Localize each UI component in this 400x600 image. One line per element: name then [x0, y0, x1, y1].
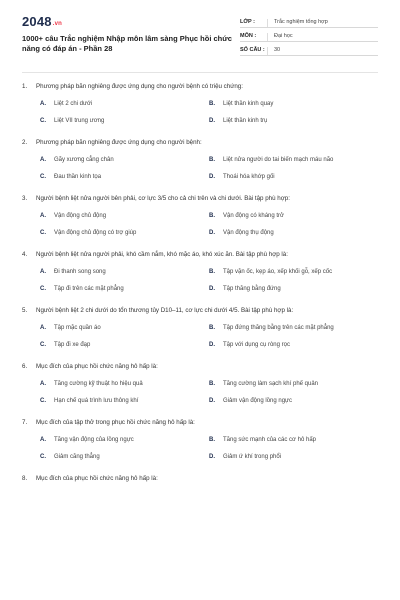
question-text [22, 418, 378, 427]
answer-options [22, 156, 378, 181]
answer-option[interactable] [209, 285, 378, 293]
site-logo[interactable] [22, 14, 232, 29]
question-item [22, 306, 378, 349]
answer-options [22, 324, 378, 349]
document-meta [240, 14, 378, 64]
question-stem: Mục đích của tập thở trong phục hồi chức năng hô hấp là: [36, 419, 195, 426]
question-text [22, 362, 378, 371]
answer-option[interactable] [209, 117, 378, 125]
meta-row-subject [240, 28, 378, 42]
brand-block [22, 14, 232, 64]
option-letter: C. [40, 454, 46, 460]
answer-option[interactable] [40, 173, 209, 181]
question-item [22, 250, 378, 293]
question-text [22, 474, 378, 483]
option-text: Liệt nửa người do tai biến mạch máu não [223, 157, 334, 163]
question-item [22, 82, 378, 125]
answer-option[interactable] [40, 380, 209, 388]
option-letter: B. [209, 157, 215, 163]
option-text: Đi thanh song song [54, 269, 106, 275]
option-letter: C. [40, 230, 46, 236]
answer-option[interactable] [209, 268, 378, 276]
option-letter: A. [40, 381, 46, 387]
option-letter: B. [209, 213, 215, 219]
option-letter: B. [209, 381, 215, 387]
question-item [22, 138, 378, 181]
option-letter: A. [40, 157, 46, 163]
option-letter: B. [209, 269, 215, 275]
answer-option[interactable] [40, 453, 209, 461]
option-letter: D. [209, 286, 215, 292]
option-text: Liệt thần kinh trụ [223, 118, 268, 124]
answer-option[interactable] [40, 156, 209, 164]
question-text [22, 138, 378, 147]
question-stem: Phương pháp băn nghiêng được ứng dụng cho người bệnh: [36, 139, 202, 146]
answer-options [22, 380, 378, 405]
question-item [22, 194, 378, 237]
question-text [22, 250, 378, 259]
option-letter: D. [209, 118, 215, 124]
option-text: Tập vặn ốc, kẹp áo, xếp khối gỗ, xếp cốc [223, 269, 333, 275]
option-text: Tăng vận động của lồng ngực [54, 437, 134, 443]
meta-value: Đại học [267, 33, 293, 41]
document-title: 1000+ câu Trắc nghiệm Nhập môn lâm sàng Phục hồi chức năng có đáp án - Phần 28 [22, 34, 232, 53]
option-text: Đau thần kinh tọa [54, 174, 102, 180]
option-text: Tập đi xe đạp [54, 342, 91, 348]
answer-option[interactable] [40, 285, 209, 293]
answer-option[interactable] [209, 380, 378, 388]
answer-option[interactable] [40, 268, 209, 276]
document-header [22, 0, 378, 64]
option-letter: D. [209, 342, 215, 348]
answer-option[interactable] [209, 436, 378, 444]
option-letter: C. [40, 286, 46, 292]
answer-option[interactable] [40, 229, 209, 237]
answer-option[interactable] [40, 324, 209, 332]
answer-option[interactable] [209, 156, 378, 164]
question-number: 6. [22, 363, 28, 370]
option-text: Tăng cường làm sạch khí phế quản [223, 381, 319, 387]
meta-label: MÔN : [240, 33, 257, 39]
option-letter: D. [209, 230, 215, 236]
answer-options [22, 100, 378, 125]
option-letter: C. [40, 118, 46, 124]
option-text: Tập mặc quần áo [54, 325, 101, 331]
option-letter: B. [209, 437, 215, 443]
question-item [22, 474, 378, 483]
question-stem: Mục đích của phục hồi chức năng hô hấp là: [36, 363, 158, 370]
answer-options [22, 212, 378, 237]
question-number: 2. [22, 139, 28, 146]
meta-value: Trắc nghiệm tổng hợp [267, 19, 328, 27]
answer-option[interactable] [209, 453, 378, 461]
logo-text: 2048 [22, 14, 52, 29]
option-text: Tập thăng bằng đứng [223, 286, 281, 292]
option-text: Hạn chế quá trình lưu thông khí [54, 398, 139, 404]
option-letter: A. [40, 325, 46, 331]
meta-row-class [240, 14, 378, 28]
question-number: 3. [22, 195, 28, 202]
option-letter: B. [209, 101, 215, 107]
option-letter: A. [40, 101, 46, 107]
option-text: Liệt 2 chi dưới [54, 101, 93, 107]
option-letter: A. [40, 213, 46, 219]
question-stem: Người bệnh liệt nửa người bên phải, cơ lực 3/5 cho cả chi trên và chi dưới. Bài tập phù hợp: [36, 195, 290, 202]
question-number: 4. [22, 251, 28, 258]
option-text: Vận động chủ động [54, 213, 107, 219]
question-number: 8. [22, 475, 28, 482]
answer-option[interactable] [209, 397, 378, 405]
question-text [22, 194, 378, 203]
answer-option[interactable] [40, 436, 209, 444]
answer-options [22, 436, 378, 461]
question-stem: Mục đích của phục hồi chức năng hô hấp là: [36, 475, 158, 482]
option-letter: C. [40, 398, 46, 404]
option-text: Tăng cường kỹ thuật ho hiệu quả [54, 381, 143, 387]
meta-label: LỚP : [240, 19, 255, 25]
option-text: Vận động chủ động có trợ giúp [54, 230, 137, 236]
option-letter: A. [40, 269, 46, 275]
question-text [22, 306, 378, 315]
option-text: Tập với dụng cụ ròng rọc [223, 342, 290, 348]
option-text: Vận động thụ động [223, 230, 274, 236]
answer-option[interactable] [209, 173, 378, 181]
option-text: Giảm ứ khí trong phổi [223, 454, 282, 460]
answer-option[interactable] [40, 341, 209, 349]
answer-option[interactable] [209, 229, 378, 237]
question-item [22, 418, 378, 461]
option-letter: D. [209, 454, 215, 460]
option-text: Giảm căng thẳng [54, 454, 100, 460]
answer-option[interactable] [209, 341, 378, 349]
answer-option[interactable] [40, 397, 209, 405]
question-stem: Người bệnh liệt nửa người phải, khó cầm nắm, khó mặc áo, khó xúc ăn. Bài tập phù hợp là: [36, 251, 288, 258]
option-letter: C. [40, 342, 46, 348]
option-text: Vận động có kháng trở [223, 213, 284, 219]
question-list [22, 73, 378, 483]
option-text: Giảm vận động lồng ngực [223, 398, 293, 404]
meta-label: SỐ CÂU : [240, 47, 265, 53]
option-text: Gãy xương cẳng chân [54, 157, 114, 163]
question-text [22, 82, 378, 91]
meta-value: 30 [267, 47, 280, 55]
answer-option[interactable] [209, 100, 378, 108]
option-letter: D. [209, 398, 215, 404]
meta-row-count [240, 42, 378, 56]
answer-option[interactable] [209, 212, 378, 220]
question-item [22, 362, 378, 405]
option-text: Liệt thần kinh quay [223, 101, 274, 107]
question-number: 1. [22, 83, 28, 90]
option-letter: D. [209, 174, 215, 180]
option-letter: C. [40, 174, 46, 180]
logo-suffix: .vn [52, 21, 63, 27]
question-number: 7. [22, 419, 28, 426]
option-letter: B. [209, 325, 215, 331]
question-stem: Phương pháp băn nghiêng được ứng dụng cho người bệnh có triệu chứng: [36, 83, 243, 90]
option-letter: A. [40, 437, 46, 443]
answer-option[interactable] [40, 117, 209, 125]
option-text: Tăng sức mạnh của các cơ hô hấp [223, 437, 316, 443]
answer-options [22, 268, 378, 293]
question-stem: Người bệnh liệt 2 chi dưới do tổn thương tủy D10–11, cơ lực chi dưới 4/5. Bài tập phù hợp là: [36, 307, 294, 314]
answer-option[interactable] [209, 324, 378, 332]
option-text: Liệt VII trung ương [54, 118, 105, 124]
option-text: Thoái hóa khớp gối [223, 174, 275, 180]
option-text: Tập đi trên các mặt phẳng [54, 286, 124, 292]
question-number: 5. [22, 307, 28, 314]
option-text: Tập đứng thăng bằng trên các mặt phẳng [223, 325, 334, 331]
answer-option[interactable] [40, 100, 209, 108]
answer-option[interactable] [40, 212, 209, 220]
